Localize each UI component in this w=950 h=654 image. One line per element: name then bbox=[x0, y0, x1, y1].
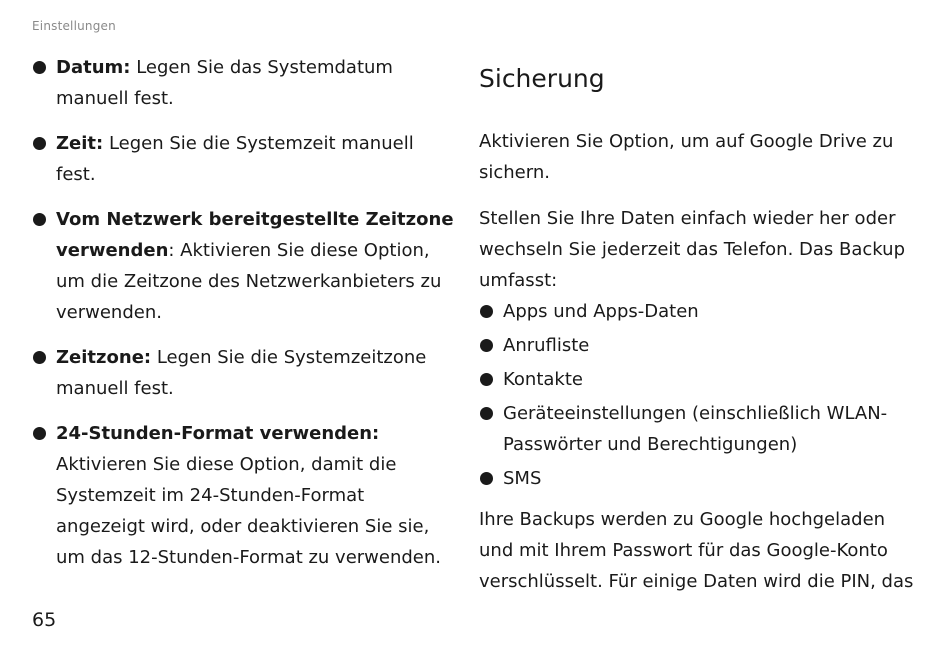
bullet-icon bbox=[480, 407, 493, 420]
list-item bbox=[479, 296, 919, 327]
bullet-icon bbox=[480, 339, 493, 352]
running-header: Einstellungen bbox=[32, 19, 116, 33]
item-term: Zeitzone: bbox=[56, 347, 152, 368]
item-term: Datum: bbox=[56, 57, 131, 78]
settings-list bbox=[32, 52, 457, 573]
item-text: Legen Sie das Systemdatum manuell fest. bbox=[56, 57, 393, 109]
item-term: Vom Netzwerk bereitgestellte Zeitzone verwenden bbox=[56, 209, 454, 261]
list-item bbox=[479, 364, 919, 395]
list-item-zeitzone bbox=[32, 342, 457, 404]
list-item bbox=[479, 463, 919, 494]
section-title: Sicherung bbox=[479, 64, 605, 93]
bullet-icon bbox=[480, 305, 493, 318]
item-text: Apps und Apps-Daten bbox=[503, 301, 699, 322]
item-term: 24-Stunden-Format verwenden: bbox=[56, 423, 380, 444]
backup-contents-list bbox=[479, 296, 919, 494]
left-column bbox=[32, 52, 457, 587]
item-text: Kontakte bbox=[503, 369, 583, 390]
list-item-zeit bbox=[32, 128, 457, 190]
bullet-icon bbox=[33, 61, 46, 74]
item-text: SMS bbox=[503, 468, 542, 489]
bullet-icon bbox=[480, 373, 493, 386]
list-item bbox=[479, 398, 919, 460]
page-number: 65 bbox=[32, 609, 57, 631]
bullet-icon bbox=[33, 137, 46, 150]
backup-encryption-paragraph: Ihre Backups werden zu Google hochgeladen und mit Ihrem Passwort für das Google-Konto verschlüsselt. Für einige Daten wird die PIN, das bbox=[479, 509, 914, 592]
item-text: Geräteeinstellungen (einschließlich WLAN-Passwörter und Berechtigungen) bbox=[503, 403, 888, 455]
item-term: Zeit: bbox=[56, 133, 104, 154]
list-item-datum bbox=[32, 52, 457, 114]
item-text: : Aktivieren Sie diese Option, um die Zeitzone des Netzwerkanbieters zu verwenden. bbox=[56, 240, 442, 323]
right-column bbox=[479, 52, 919, 612]
list-item-24h-format bbox=[32, 418, 457, 573]
item-text: Legen Sie die Systemzeit manuell fest. bbox=[56, 133, 414, 185]
bullet-icon bbox=[33, 351, 46, 364]
backup-intro-paragraph: Aktivieren Sie Option, um auf Google Drive zu sichern. bbox=[479, 131, 894, 183]
item-text: Legen Sie die Systemzeitzone manuell fest. bbox=[56, 347, 427, 399]
item-text: Aktivieren Sie diese Option, damit die Systemzeit im 24-Stunden-Format angezeigt wird, oder deaktivieren Sie sie, um das 12-Stunden-Format zu verwenden. bbox=[56, 454, 442, 568]
backup-description-paragraph: Stellen Sie Ihre Daten einfach wieder her oder wechseln Sie jederzeit das Telefon. Das Backup umfasst: bbox=[479, 208, 905, 291]
item-text: Anrufliste bbox=[503, 335, 590, 356]
bullet-icon bbox=[33, 213, 46, 226]
bullet-icon bbox=[480, 472, 493, 485]
list-item-network-timezone bbox=[32, 204, 457, 328]
list-item bbox=[479, 330, 919, 361]
bullet-icon bbox=[33, 427, 46, 440]
